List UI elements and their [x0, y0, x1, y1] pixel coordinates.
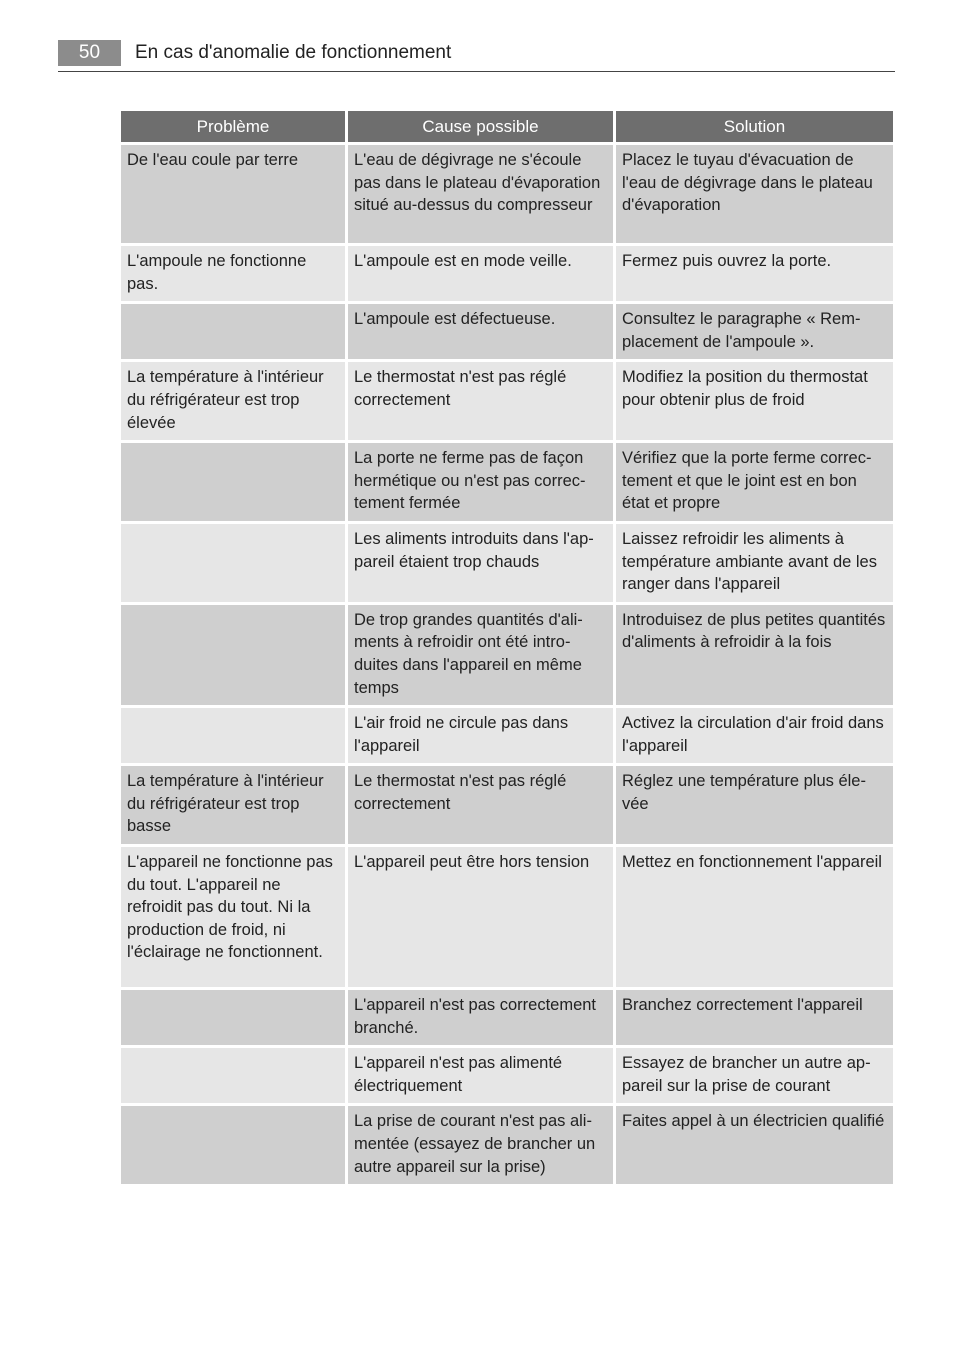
column-header-solution: Solution: [616, 111, 893, 142]
cell-cause: Le thermostat n'est pas réglé correctement: [348, 766, 613, 844]
cell-solution: Activez la circulation d'air froid dans l'appareil: [616, 708, 893, 763]
cell-problem: L'ampoule ne fonctionne pas.: [121, 246, 345, 301]
cell-cause: De trop grandes quantités d'aliments à refroidir ont été introduites dans l'appareil en même temps: [348, 605, 613, 705]
table-row: [121, 1106, 893, 1184]
table-row: [121, 304, 893, 359]
cell-solution: Introduisez de plus petites quantités d'aliments à refroidir à la fois: [616, 605, 893, 705]
section-title: En cas d'anomalie de fonctionnement: [135, 42, 452, 63]
cell-problem: De l'eau coule par terre: [121, 145, 345, 243]
cell-problem: [121, 304, 345, 359]
table-row: [121, 708, 893, 763]
table-row: [121, 990, 893, 1045]
column-header-cause: Cause possible: [348, 111, 613, 142]
cell-solution: Placez le tuyau d'évacuation de l'eau de dégivrage dans le plateau d'évaporation: [616, 145, 893, 243]
cell-cause: Le thermostat n'est pas réglé correctement: [348, 362, 613, 440]
cell-solution: Fermez puis ouvrez la porte.: [616, 246, 893, 301]
cell-cause: L'appareil n'est pas alimenté électriquement: [348, 1048, 613, 1103]
cell-problem: [121, 1048, 345, 1103]
cell-cause: Les aliments introduits dans l'appareil étaient trop chauds: [348, 524, 613, 602]
table-row: [121, 605, 893, 705]
column-header-problem: Problème: [121, 111, 345, 142]
cell-solution: Mettez en fonctionnement l'appareil: [616, 847, 893, 987]
cell-solution: Laissez refroidir les aliments à température ambiante avant de les ranger dans l'appareil: [616, 524, 893, 602]
cell-cause: L'appareil peut être hors tension: [348, 847, 613, 987]
cell-problem: L'appareil ne fonctionne pas du tout. L'appareil ne refroidit pas du tout. Ni la production de froid, ni l'éclairage ne fonctionnent.: [121, 847, 345, 987]
cell-problem: [121, 708, 345, 763]
cell-problem: [121, 990, 345, 1045]
cell-solution: Vérifiez que la porte ferme correctement et que le joint est en bon état et propre: [616, 443, 893, 521]
cell-problem: [121, 443, 345, 521]
cell-cause: L'appareil n'est pas correctement branché.: [348, 990, 613, 1045]
cell-cause: L'ampoule est défectueuse.: [348, 304, 613, 359]
cell-cause: La porte ne ferme pas de façon hermétique ou n'est pas correctement fermée: [348, 443, 613, 521]
table-row: [121, 443, 893, 521]
cell-problem: La température à l'intérieur du réfrigérateur est trop basse: [121, 766, 345, 844]
table-row: [121, 362, 893, 440]
cell-cause: L'eau de dégivrage ne s'écoule pas dans le plateau d'évaporation situé au-dessus du compresseur: [348, 145, 613, 243]
table-row: [121, 145, 893, 243]
cell-solution: Modifiez la position du thermostat pour obtenir plus de froid: [616, 362, 893, 440]
table-row: [121, 246, 893, 301]
table-row: [121, 847, 893, 987]
cell-solution: Branchez correctement l'appareil: [616, 990, 893, 1045]
table-body: [121, 145, 893, 1184]
cell-problem: [121, 1106, 345, 1184]
table-row: [121, 1048, 893, 1103]
troubleshooting-table: [118, 108, 896, 1187]
cell-solution: Faites appel à un électricien qualifié: [616, 1106, 893, 1184]
cell-problem: [121, 605, 345, 705]
cell-cause: L'ampoule est en mode veille.: [348, 246, 613, 301]
table-row: [121, 524, 893, 602]
page-header: [58, 40, 895, 72]
cell-cause: La prise de courant n'est pas alimentée (essayez de brancher un autre appareil sur la prise): [348, 1106, 613, 1184]
cell-solution: Essayez de brancher un autre appareil sur la prise de courant: [616, 1048, 893, 1103]
cell-cause: L'air froid ne circule pas dans l'appareil: [348, 708, 613, 763]
cell-problem: La température à l'intérieur du réfrigérateur est trop élevée: [121, 362, 345, 440]
table-header-row: [121, 111, 893, 142]
cell-problem: [121, 524, 345, 602]
table-row: [121, 766, 893, 844]
cell-solution: Consultez le paragraphe « Remplacement de l'ampoule ».: [616, 304, 893, 359]
cell-solution: Réglez une température plus élevée: [616, 766, 893, 844]
page-number: 50: [58, 40, 121, 66]
